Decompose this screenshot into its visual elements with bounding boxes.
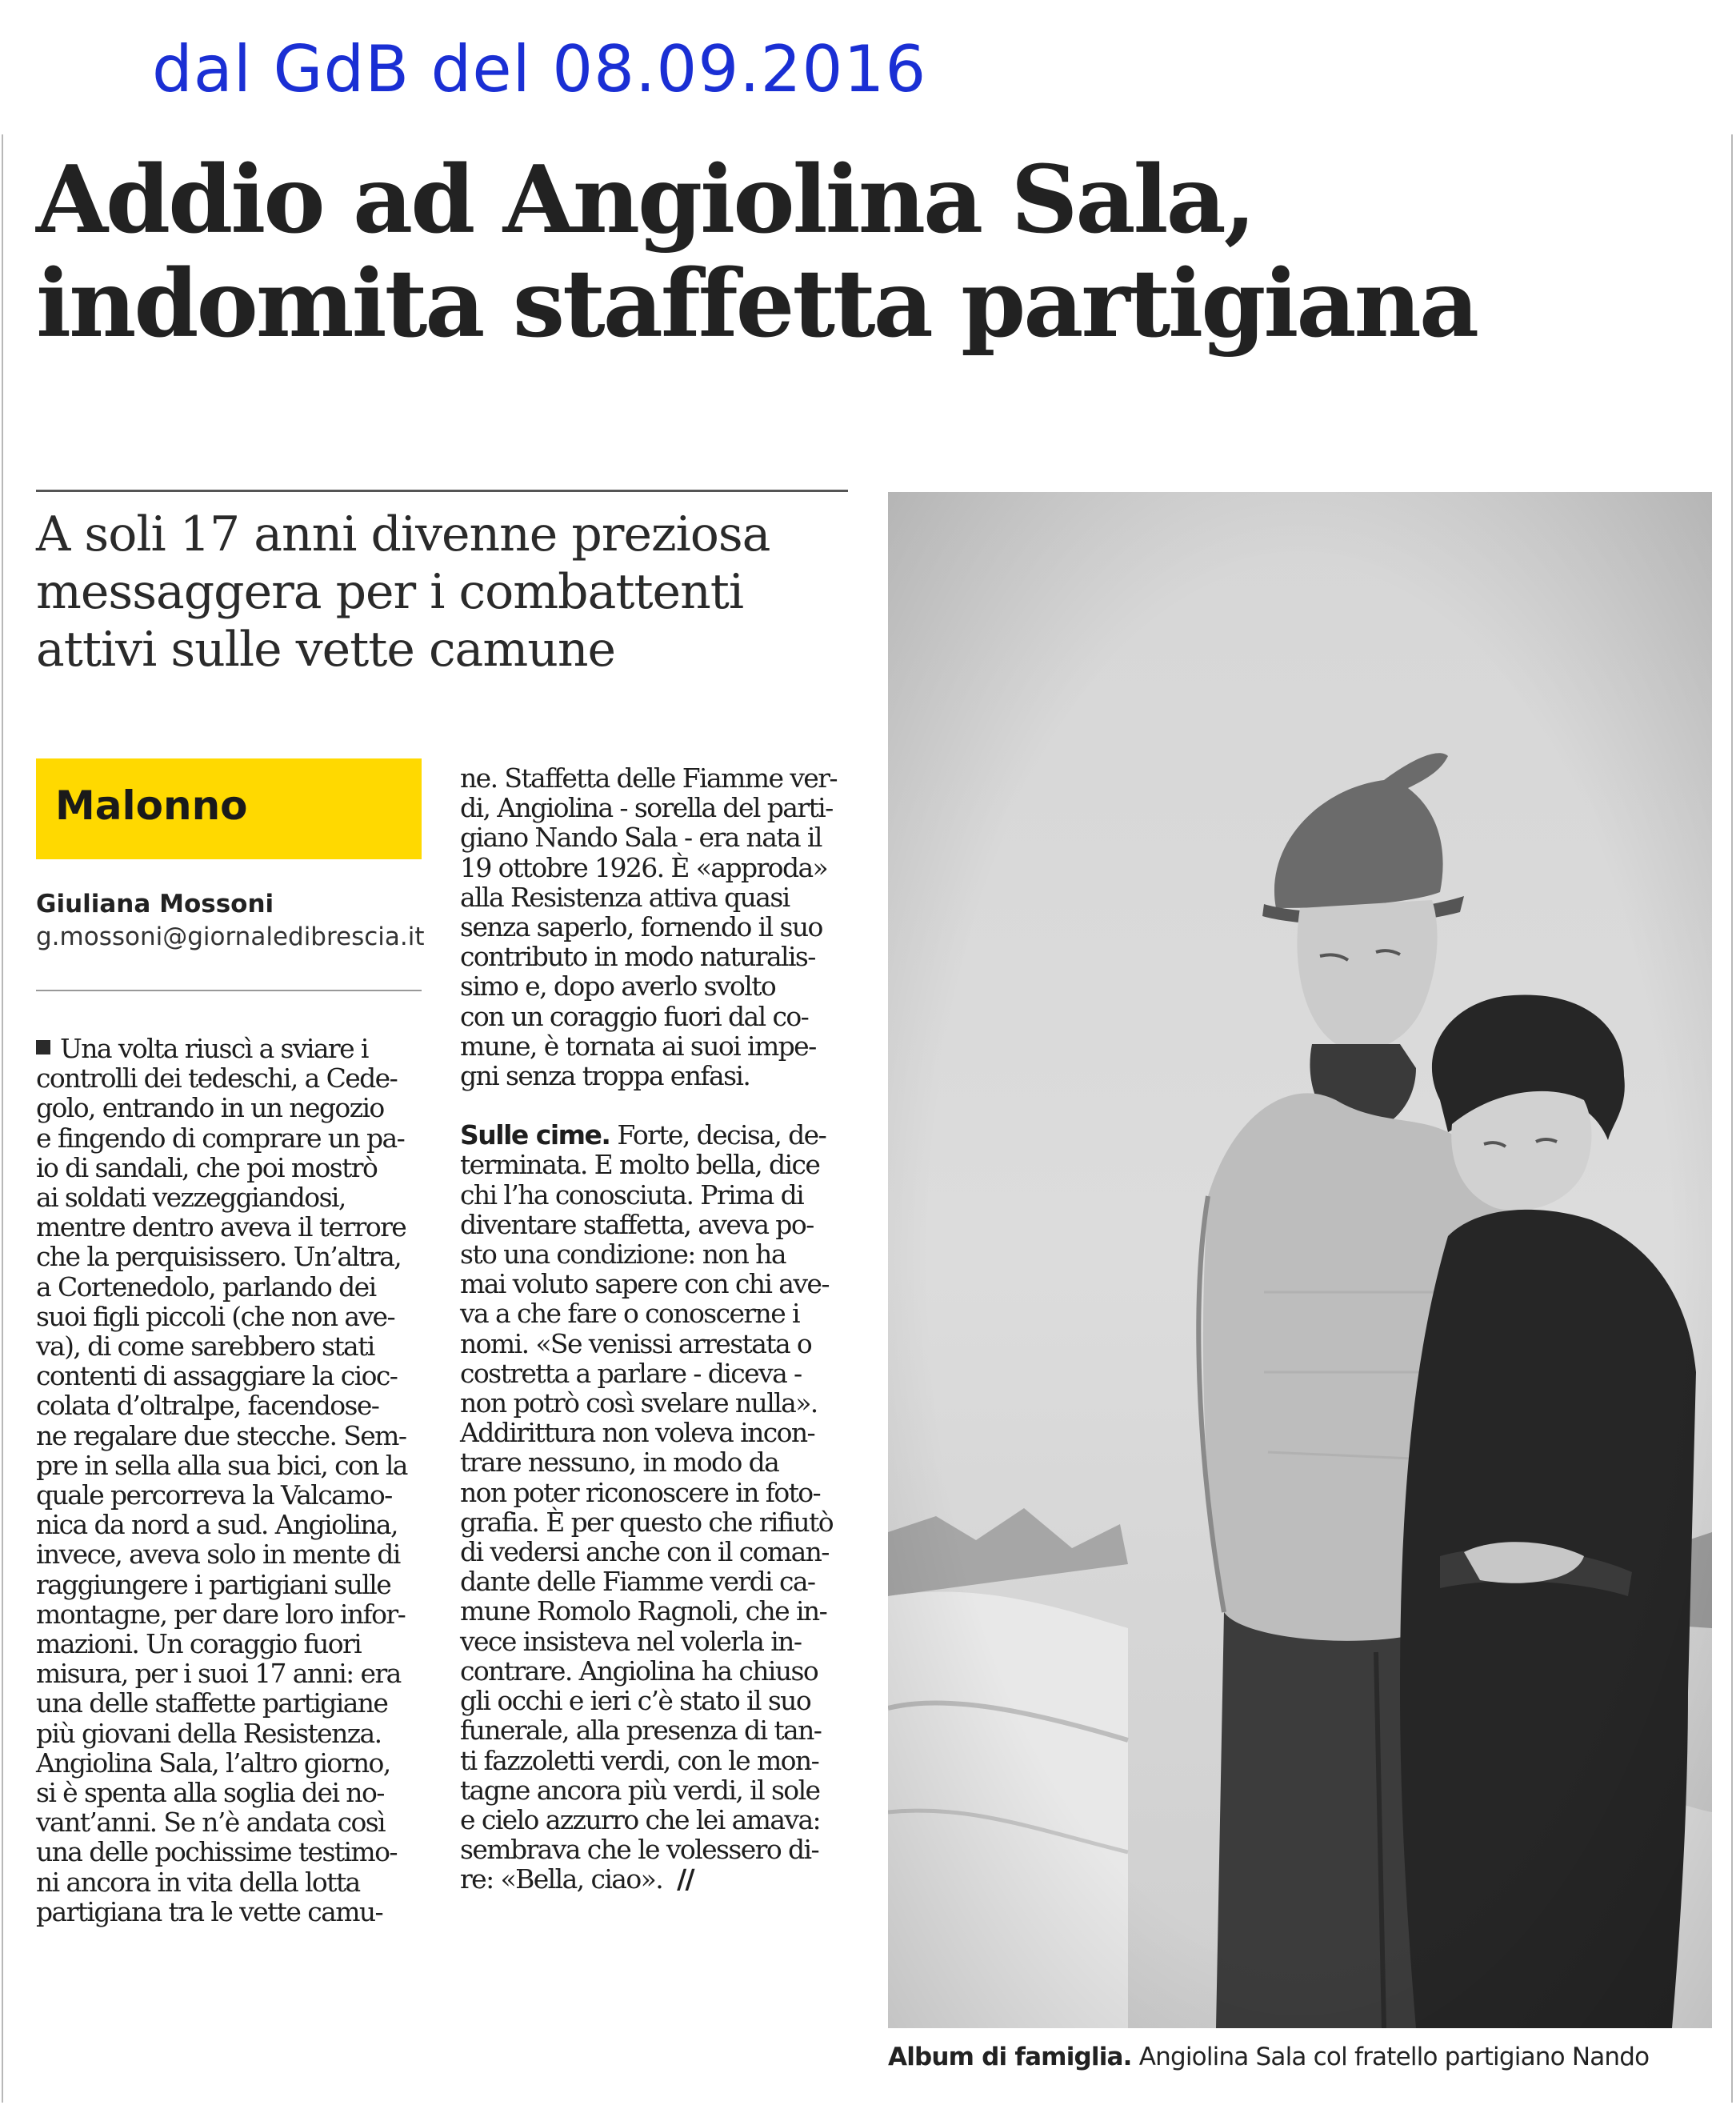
column-2-part-b	[460, 1150, 852, 1864]
closing-line-text: re: «Bella, ciao».	[460, 1863, 663, 1895]
text-line-content: mune Romolo Ragnoli, che in-	[460, 1595, 827, 1627]
text-line	[460, 1150, 852, 1179]
text-line	[36, 1063, 428, 1093]
text-line	[36, 1599, 428, 1629]
paragraph-bullet-icon	[36, 1040, 50, 1054]
text-line-content: una delle pochissime testimo-	[36, 1836, 397, 1868]
text-line	[36, 1778, 428, 1807]
text-line-content: nomi. «Se venissi arrestata o	[460, 1327, 812, 1359]
text-line	[36, 1867, 428, 1897]
text-line	[460, 1656, 852, 1686]
text-line-content: invece, aveva solo in mente di	[36, 1539, 400, 1571]
text-line	[460, 1537, 852, 1567]
text-line-content: colata d’oltralpe, facendose-	[36, 1390, 379, 1422]
closing-line	[460, 1864, 852, 1894]
text-line-content: alla Resistenza attiva quasi	[460, 881, 790, 913]
text-line	[460, 1805, 852, 1835]
author-name: Giuliana Mossoni	[36, 890, 274, 918]
text-line-content: montagne, per dare loro infor-	[36, 1598, 406, 1630]
text-line	[36, 1659, 428, 1688]
text-line-content: misura, per i suoi 17 anni: era	[36, 1658, 401, 1690]
text-line-content: non potrò così svelare nulla».	[460, 1387, 818, 1419]
text-line	[36, 1539, 428, 1569]
column-2-part-a	[460, 763, 852, 1091]
text-line	[460, 1775, 852, 1805]
text-line-content: quale percorreva la Valcamo-	[36, 1479, 392, 1511]
text-line-content: senza saperlo, fornendo il suo	[460, 911, 822, 943]
text-line-content: terminata. E molto bella, dice	[460, 1149, 820, 1181]
subheadline-line-2: messaggera per i combattenti	[36, 564, 744, 620]
text-line-content: e fingendo di comprare un pa-	[36, 1122, 405, 1154]
text-line	[36, 1510, 428, 1539]
text-line-content: nica da nord a sud. Angiolina,	[36, 1509, 398, 1541]
text-line	[36, 1837, 428, 1867]
text-line-content: con un coraggio fuori dal co-	[460, 1000, 809, 1032]
text-line-content: gni senza troppa enfasi.	[460, 1060, 750, 1092]
text-line-content: va a che fare o conoscerne i	[460, 1298, 799, 1330]
text-line	[460, 1686, 852, 1715]
text-line-content: funerale, alla presenza di tan-	[460, 1715, 822, 1747]
text-line	[460, 1061, 852, 1091]
text-line	[36, 1242, 428, 1271]
text-line-content: Angiolina Sala, l’altro giorno,	[36, 1747, 390, 1779]
text-line	[460, 1507, 852, 1537]
text-line	[460, 1746, 852, 1775]
text-line	[36, 1421, 428, 1451]
text-line	[460, 942, 852, 971]
text-line-content: raggiungere i partigiani sulle	[36, 1568, 391, 1600]
text-line-content: tagne ancora più verdi, il sole	[460, 1774, 820, 1806]
text-line	[36, 1123, 428, 1153]
text-line	[36, 1897, 428, 1927]
headline	[36, 148, 1477, 356]
text-line	[460, 1388, 852, 1418]
subtitle-line	[460, 1120, 852, 1150]
text-line-content: va), di come sarebbero stati	[36, 1331, 374, 1363]
text-line	[36, 1212, 428, 1242]
text-line-content: ne regalare due stecche. Sem-	[36, 1419, 406, 1451]
text-line	[36, 1391, 428, 1420]
location-label: Malonno	[55, 782, 248, 829]
text-line-content: giano Nando Sala - era nata il	[460, 822, 822, 854]
text-line	[460, 1567, 852, 1596]
subtitle-line-text: Forte, decisa, de-	[610, 1119, 826, 1151]
text-line-content: contributo in modo naturalis-	[460, 941, 815, 973]
text-line	[36, 1719, 428, 1748]
text-line	[460, 971, 852, 1001]
text-line-content: vant’anni. Se n’è andata così	[36, 1807, 386, 1839]
end-mark: //	[677, 1863, 694, 1895]
text-line-content: mentre dentro aveva il terrore	[36, 1211, 406, 1243]
text-line-content: contenti di assaggiare la cioc-	[36, 1360, 398, 1392]
text-line	[460, 1239, 852, 1269]
text-line	[36, 1451, 428, 1480]
text-line	[36, 1331, 428, 1361]
text-line-content: ai soldati vezzeggiandosi,	[36, 1182, 346, 1214]
text-line	[36, 1272, 428, 1302]
text-line-content: diventare staffetta, aveva po-	[460, 1208, 814, 1240]
headline-line-2: indomita staffetta partigiana	[36, 250, 1478, 358]
text-line	[460, 1478, 852, 1507]
text-line	[460, 1180, 852, 1210]
text-line-content: suoi figli piccoli (che non ave-	[36, 1300, 394, 1332]
text-line	[36, 1688, 428, 1718]
text-line-content: Una volta riuscì a sviare i	[60, 1033, 368, 1064]
text-line	[460, 912, 852, 942]
archive-source-tag: dal GdB del 08.09.2016	[152, 32, 927, 106]
photo-caption	[888, 2043, 1649, 2071]
text-line-content: io di sandali, che poi mostrò	[36, 1151, 378, 1183]
inline-subtitle: Sulle cime.	[460, 1119, 610, 1151]
text-line-content: e cielo azzurro che lei amava:	[460, 1803, 821, 1835]
text-line-content: grafia. È per questo che rifiutò	[460, 1506, 833, 1538]
text-line-content: partigiana tra le vette camu-	[36, 1895, 383, 1927]
text-line-content: sto una condizione: non ha	[460, 1239, 786, 1271]
location-tag	[36, 758, 422, 859]
caption-bold: Album di famiglia.	[888, 2043, 1132, 2071]
text-line	[36, 1570, 428, 1599]
photo-illustration	[888, 492, 1712, 2028]
text-line-content: non poter riconoscere in foto-	[460, 1476, 821, 1508]
subheadline-line-3: attivi sulle vette camune	[36, 622, 616, 678]
text-line-content: mune, è tornata ai suoi impe-	[460, 1030, 816, 1062]
text-line	[36, 1302, 428, 1331]
text-line	[36, 1807, 428, 1837]
text-line-content: che la perquisissero. Un’altra,	[36, 1241, 402, 1273]
text-line	[36, 1093, 428, 1123]
text-line-content: controlli dei tedeschi, a Cede-	[36, 1063, 398, 1095]
text-line	[460, 1447, 852, 1477]
text-line	[460, 1002, 852, 1031]
text-line-content: pre in sella alla sua bici, con la	[36, 1449, 407, 1481]
text-line	[36, 1153, 428, 1183]
text-line-content: golo, entrando in un negozio	[36, 1092, 384, 1124]
text-line	[460, 853, 852, 882]
paragraph-gap	[460, 1091, 852, 1120]
text-line-content: si è spenta alla soglia dei no-	[36, 1777, 384, 1809]
text-line	[460, 1627, 852, 1656]
text-line-content: simo e, dopo averlo svolto	[460, 970, 776, 1002]
text-line	[460, 1596, 852, 1626]
article-column-2	[460, 763, 852, 1895]
text-line-content: a Cortenedolo, parlando dei	[36, 1271, 376, 1303]
top-divider	[36, 490, 848, 492]
text-line	[36, 1480, 428, 1510]
text-line	[460, 1299, 852, 1328]
text-line-content: contrare. Angiolina ha chiuso	[460, 1655, 818, 1687]
text-line-content: chi l’ha conosciuta. Prima di	[460, 1179, 804, 1211]
text-line	[460, 763, 852, 793]
text-line-content: ti fazzoletti verdi, con le mon-	[460, 1744, 819, 1776]
text-line	[460, 793, 852, 822]
text-line	[460, 822, 852, 852]
text-line	[460, 1715, 852, 1745]
text-line-content: di vedersi anche con il coman-	[460, 1536, 829, 1568]
text-line-content: ne. Staffetta delle Fiamme ver-	[460, 762, 837, 794]
text-line-content: Addirittura non voleva incon-	[460, 1417, 815, 1449]
text-line-content: ni ancora in vita della lotta	[36, 1866, 360, 1898]
text-line	[460, 1359, 852, 1388]
text-line	[460, 882, 852, 912]
text-line	[460, 1835, 852, 1864]
text-line-content: una delle staffette partigiane	[36, 1687, 388, 1719]
author-divider	[36, 990, 422, 991]
family-photo	[888, 492, 1712, 2028]
text-line	[460, 1031, 852, 1061]
text-line-content: sembrava che le volessero di-	[460, 1834, 819, 1866]
text-line	[36, 1629, 428, 1659]
text-line-content: più giovani della Resistenza.	[36, 1717, 382, 1749]
text-line-content: costretta a parlare - diceva -	[460, 1357, 802, 1389]
text-line	[36, 1183, 428, 1212]
caption-text: Angiolina Sala col fratello partigiano Nando	[1131, 2043, 1650, 2071]
text-line-content: 19 ottobre 1926. È «approda»	[460, 851, 828, 883]
subheadline-line-1: A soli 17 anni divenne preziosa	[36, 506, 770, 562]
text-line-content: mazioni. Un coraggio fuori	[36, 1628, 362, 1660]
author-email: g.mossoni@giornaledibrescia.it	[36, 922, 425, 951]
text-line-content: dante delle Fiamme verdi ca-	[460, 1566, 815, 1598]
text-line	[36, 1361, 428, 1391]
text-line	[460, 1418, 852, 1447]
text-line-content: di, Angiolina - sorella del parti-	[460, 792, 833, 824]
text-line-content: trare nessuno, in modo da	[460, 1447, 779, 1479]
headline-line-1: Addio ad Angiolina Sala,	[36, 146, 1254, 254]
text-line	[460, 1329, 852, 1359]
text-line-content: gli occhi e ieri c’è stato il suo	[460, 1685, 811, 1717]
text-line	[460, 1269, 852, 1299]
text-line	[460, 1210, 852, 1239]
subheadline	[36, 506, 852, 678]
text-line	[36, 1748, 428, 1778]
text-line-content: mai voluto sapere con chi ave-	[460, 1268, 829, 1300]
text-line-content: vece insisteva nel volerla in-	[460, 1625, 802, 1657]
text-line	[36, 1034, 428, 1063]
article-column-1	[36, 1034, 428, 1927]
